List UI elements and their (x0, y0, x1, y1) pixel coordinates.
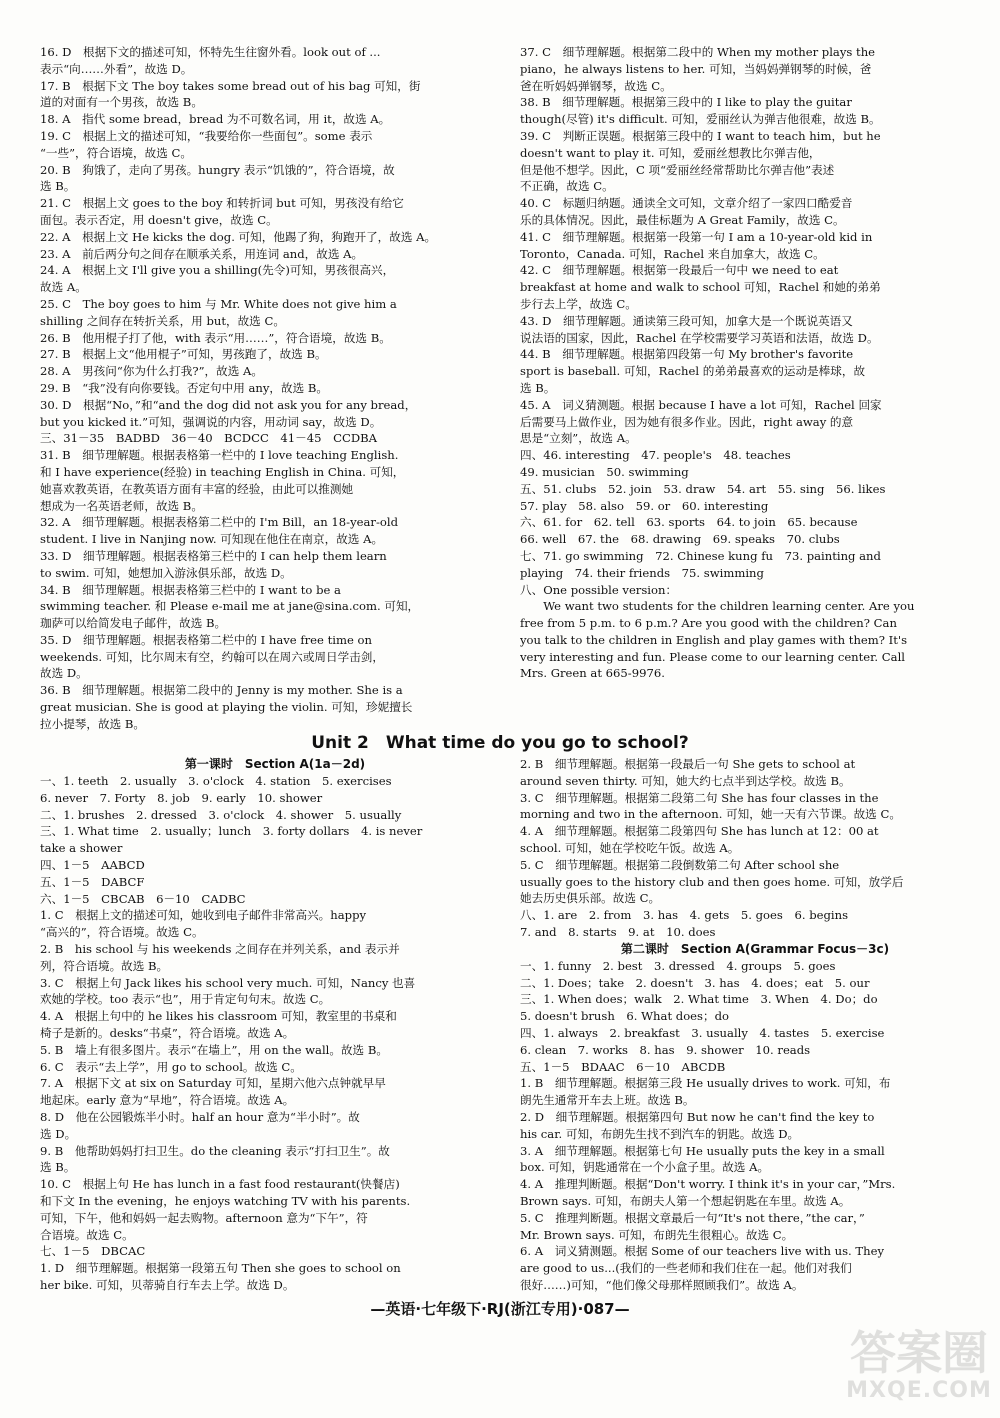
answer-line: 她喜欢教英语，在教英语方面有丰富的经验，由此可以推测她 (40, 481, 354, 496)
answer-line: 7. A 根据下文 at six on Saturday 可知，星期六他六点钟就早早 (40, 1076, 386, 1091)
answer-line: 17. B 根据下文 The boy takes some bread out of his bag 可知，街 (40, 78, 421, 93)
answer-line: 一、1. teeth 2. usually 3. o'clock 4. station 5. exercises (40, 774, 392, 788)
answer-line: 道的对面有一个男孩，故选 B。 (40, 95, 203, 110)
answer-line: free from 5 p.m. to 6 p.m.? Are you good with the children? Can (520, 616, 897, 631)
answer-line: 1. C 根据上文的描述可知，她收到电子邮件非常高兴。happy (40, 908, 367, 923)
answer-line: though(尽管) it's difficult. 可知，爱丽丝认为弹吉他很难，故选 B。 (520, 112, 881, 127)
answer-line: student. I live in Nanjing now. 可知现在他住在南京，故选 A。 (40, 532, 384, 547)
answer-line: 66. well 67. the 68. drawing 69. speaks 70. clubs (520, 532, 840, 547)
lower-right-column (520, 756, 990, 1294)
answer-line: 乐的具体情况。因此，最佳标题为 A Great Family，故选 C。 (520, 212, 845, 227)
answer-line: 三、1. When does；walk 2. What time 3. When 4. Do；do (520, 992, 878, 1007)
answer-line: school. 可知，她在学校吃午饭。故选 A。 (520, 840, 740, 855)
answer-line: breakfast at home and walk to school 可知，Rachel 和她的弟弟 (520, 280, 881, 295)
answer-line: 2. B his school 与 his weekends 之间存在并列关系，and 表示并 (40, 941, 400, 956)
answer-line: 49. musician 50. swimming (520, 464, 689, 479)
answer-line: 3. C 细节理解题。根据第二段第二句 She has four classes in the (520, 790, 879, 805)
answer-line: 八、One possible version： (520, 582, 678, 597)
answer-line: 45. A 词义猜测题。根据 because I have a lot 可知，Rachel 回家 (520, 397, 882, 412)
answer-line: 41. C 细节理解题。根据第一段第一句 I am a 10-year-old kid in (520, 229, 873, 244)
answer-line: 18. A 指代 some bread，bread 为不可数名词，用 it，故选 A。 (40, 112, 391, 127)
upper-left-column (40, 44, 510, 733)
answer-line: 三、31－35 BADBD 36－40 BCDCC 41－45 CCDBA (40, 431, 378, 446)
answer-line: 和下文 In the evening，he enjoys watching TV with his parents. (40, 1193, 411, 1208)
answer-line: to swim. 可知，她想加入游泳俱乐部，故选 D。 (40, 565, 292, 580)
answer-line: 39. C 判断正误题。根据第三段中的 I want to teach him，but he (520, 128, 881, 143)
answer-line: 八、1. are 2. from 3. has 4. gets 5. goes 6. begins (520, 908, 849, 923)
answer-line: 1. B 细节理解题。根据第三段 He usually drives to work. 可知，布 (520, 1076, 891, 1091)
answer-line: 27. B 根据上文“他用棍子”可知，男孩跑了，故选 B。 (40, 347, 327, 362)
watermark-logo (844, 1328, 994, 1412)
answer-line: 故选 A。 (40, 280, 87, 295)
answer-line: 珈萨可以给简发电子邮件，故选 B。 (40, 616, 227, 631)
answer-line: are good to us...(我们的一些老师和我们住在一起。他们对我们 (520, 1261, 852, 1276)
answer-line: shilling 之间存在转折关系，用 but，故选 C。 (40, 313, 285, 328)
answer-line: 表示“向……外看”，故选 D。 (40, 61, 193, 76)
answer-line: 5. doesn't brush 6. What does；do (520, 1009, 729, 1024)
answer-line: 爸在听妈妈弹钢琴，故选 C。 (520, 78, 672, 93)
answer-line: 四、1－5 AABCD (40, 857, 145, 872)
answer-line: 选 B。 (40, 1160, 76, 1175)
answer-line: 六、61. for 62. tell 63. sports 64. to join 65. because (520, 515, 858, 530)
answer-line: 不正确，故选 C。 (520, 179, 614, 194)
section-title-lesson-2: 第二课时 Section A(Grammar Focus－3c) (620, 941, 890, 956)
answer-line: 9. B 他帮助妈妈打扫卫生。do the cleaning 表示“打扫卫生”。故 (40, 1143, 390, 1158)
answer-line: 四、1. always 2. breakfast 3. usually 4. tastes 5. exercise (520, 1025, 885, 1040)
answer-line: Mr. Brown says. 可知，布朗先生很粗心。故选 C。 (520, 1227, 794, 1242)
answer-line: “高兴的”，符合语境。故选 C。 (40, 925, 204, 940)
answer-line: 25. C The boy goes to him 与 Mr. White does not give him a (40, 296, 397, 311)
answer-line: 说法语的国家，因此，Rachel 在学校需要学习英语和法语，故选 D。 (520, 330, 879, 345)
answer-line: 拉小提琴，故选 B。 (40, 716, 145, 731)
page-footer: —英语·七年级下·RJ(浙江专用)·087— (370, 1300, 630, 1318)
answer-line: but you kicked it.”可知，强调说的内容，用动词 say，故选 D。 (40, 414, 382, 429)
answer-line: weekends. 可知，比尔周末有空，约翰可以在周六或周日学击剑， (40, 649, 384, 664)
answer-line: 19. C 根据上文的描述可知，“我要给你一些面包”。some 表示 (40, 128, 373, 143)
answer-line: 列，符合语境。故选 B。 (40, 958, 169, 973)
answer-line: 4. A 推理判断题。根据“Don't worry. I think it's in your car，”Mrs. (520, 1177, 896, 1192)
answer-line: 4. A 细节理解题。根据第二段第四句 She has lunch at 12：00 at (520, 824, 879, 839)
answer-line: 很好……)可知，“他们像父母那样照顾我们”。故选 A。 (520, 1277, 804, 1292)
answer-line: 2. D 细节理解题。根据第四句 But now he can't find the key to (520, 1109, 875, 1124)
answer-line: 七、71. go swimming 72. Chinese kung fu 73. painting and (520, 548, 881, 563)
answer-line: 三、1. What time 2. usually；lunch 3. forty dollars 4. is never (40, 824, 423, 839)
upper-right-column (520, 44, 990, 682)
answer-line: 28. A 男孩问“你为什么打我?”，故选 A。 (40, 364, 263, 379)
answer-line: “一些”，符合语境，故选 C。 (40, 145, 192, 160)
answer-line: 七、1－5 DBCAC (40, 1244, 146, 1259)
answer-line: 33. D 细节理解题。根据表格第三栏中的 I can help them learn (40, 548, 387, 563)
answer-line: 朗先生通常开车去上班。故选 B。 (520, 1093, 695, 1108)
answer-line: 地起床。early 意为“早地”，符合语境。故选 A。 (40, 1093, 295, 1108)
answer-line: 二、1. Does；take 2. doesn't 3. has 4. does；eat 5. our (520, 975, 870, 990)
answer-line: sport is baseball. 可知，Rachel 的弟弟最喜欢的运动是棒球，故 (520, 364, 866, 379)
answer-line: 57. play 58. also 59. or 60. interesting (520, 498, 769, 513)
answer-line: 4. A 根据上句中的 he likes his classroom 可知，教室里的书桌和 (40, 1009, 397, 1024)
answer-line: you talk to the children in English and play games with them? It's (520, 632, 908, 647)
answer-line: 步行去上学，故选 C。 (520, 296, 637, 311)
answer-line: 5. C 细节理解题。根据第二段倒数第二句 After school she (520, 857, 840, 872)
answer-line: 欢她的学校。too 表示“也”，用于肯定句句末。故选 C。 (40, 992, 331, 1007)
answer-line: 42. C 细节理解题。根据第一段最后一句中 we need to eat (520, 263, 839, 278)
answer-line: 24. A 根据上文 I'll give you a shilling(先令)可知，男孩很高兴， (40, 263, 395, 278)
answer-line: great musician. She is good at playing the violin. 可知，珍妮擅长 (40, 700, 413, 715)
answer-line: very interesting and fun. Please come to our learning center. Call (520, 649, 905, 664)
answer-line: 40. C 标题归纳题。通读全文可知，文章介绍了一家四口酷爱音 (520, 196, 853, 211)
answer-line: 后需要马上做作业，因为她有很多作业。因此，right away 的意 (520, 414, 854, 429)
answer-line: We want two students for the children learning center. Are you (520, 599, 915, 614)
answer-line: 23. A 前后两分句之间存在顺承关系，用连词 and，故选 A。 (40, 246, 364, 261)
answer-line: her bike. 可知，贝蒂骑自行车去上学。故选 D。 (40, 1277, 295, 1292)
answer-line: 26. B 他用棍子打了他，with 表示“用……”，符合语境，故选 B。 (40, 330, 391, 345)
answer-line: usually goes to the history club and then goes home. 可知，放学后 (520, 874, 904, 889)
answer-line: playing 74. their friends 75. swimming (520, 565, 764, 580)
answer-line: 10. C 根据上句 He has lunch in a fast food restaurant(快餐店) (40, 1177, 400, 1192)
answer-line: 选 D。 (40, 1126, 77, 1141)
lower-left-column (40, 756, 510, 1294)
watermark-text: 答案圈 (850, 1326, 988, 1380)
answer-line: 故选 D。 (40, 666, 88, 681)
answer-line: 6. C 表示“去上学”，用 go to school。故选 C。 (40, 1059, 302, 1074)
answer-line: 43. D 细节理解题。通读第三段可知，加拿大是一个既说英语又 (520, 313, 853, 328)
answer-line: 6. clean 7. works 8. has 9. shower 10. reads (520, 1042, 811, 1057)
answer-line: 21. C 根据上文 goes to the boy 和转折词 but 可知，男孩没有给它 (40, 196, 404, 211)
answer-line: 一、1. funny 2. best 3. dressed 4. groups 5. goes (520, 958, 836, 973)
answer-line: 5. C 推理判断题。根据文章最后一句“It's not there，”the car，” (520, 1210, 865, 1225)
answer-line: 32. A 细节理解题。根据表格第二栏中的 I'm Bill，an 18-year-old (40, 515, 398, 530)
answer-line: 3. C 根据上句 Jack likes his school very much. 可知，Nancy 也喜 (40, 975, 416, 990)
answer-line: 想成为一名英语老师，故选 B。 (40, 498, 203, 513)
answer-line: swimming teacher. 和 Please e-mail me at jane@sina.com. 可知， (40, 599, 420, 614)
answer-line: 37. C 细节理解题。根据第二段中的 When my mother plays the (520, 45, 876, 59)
answer-line: 29. B “我”没有向你要钱。否定句中用 any，故选 B。 (40, 380, 329, 395)
answer-line: 可知，下午，他和妈妈一起去购物。afternoon 意为“下午”，符 (40, 1210, 368, 1225)
answer-line: 合语境。故选 C。 (40, 1227, 134, 1242)
answer-line: 16. D 根据下文的描述可知，怀特先生往窗外看。look out of ... (40, 45, 381, 59)
answer-line: 38. B 细节理解题。根据第三段中的 I like to play the guitar (520, 95, 852, 110)
answer-line: 36. B 细节理解题。根据第二段中的 Jenny is my mother. She is a (40, 683, 403, 698)
watermark-url: MXQE.COM (846, 1378, 992, 1403)
answer-line: 34. B 细节理解题。根据表格第三栏中的 I want to be a (40, 582, 341, 597)
answer-line: Mrs. Green at 665-9976. (520, 666, 665, 681)
answer-line: around seven thirty. 可知，她大约七点半到达学校。故选 B。 (520, 773, 851, 788)
section-title-lesson-1: 第一课时 Section A(1a－2d) (184, 757, 366, 771)
answer-line: 六、1－5 CBCAB 6－10 CADBC (40, 891, 246, 906)
answer-line: 44. B 细节理解题。根据第四段第一句 My brother's favorite (520, 347, 854, 362)
answer-line: 6. A 词义猜测题。根据 Some of our teachers live with us. They (520, 1244, 885, 1259)
answer-line: 面包。表示否定，用 doesn't give，故选 C。 (40, 212, 278, 227)
answer-line: box. 可知，钥匙通常在一个小盒子里。故选 A。 (520, 1160, 770, 1175)
answer-line: Toronto，Canada. 可知，Rachel 来自加拿大，故选 C。 (520, 246, 825, 261)
answer-line: 3. A 细节理解题。根据第七句 He usually puts the key in a small (520, 1143, 885, 1158)
answer-line: 二、1. brushes 2. dressed 3. o'clock 4. shower 5. usually (40, 807, 402, 822)
answer-line: 五、1－5 DABCF (40, 874, 145, 889)
answer-line: 五、1－5 BDAAC 6－10 ABCDB (520, 1059, 726, 1074)
answer-line: 选 B。 (40, 179, 76, 194)
answer-line: piano，he always listens to her. 可知，当妈妈弹钢琴的时候，爸 (520, 61, 872, 76)
answer-line: 31. B 细节理解题。根据表格第一栏中的 I love teaching English. (40, 448, 399, 463)
answer-line: take a shower (40, 841, 123, 856)
answer-line: morning and two in the afternoon. 可知，她一天有六节课。故选 C。 (520, 807, 901, 822)
answer-line: 她去历史俱乐部。故选 C。 (520, 891, 661, 906)
answer-line: 35. D 细节理解题。根据表格第二栏中的 I have free time on (40, 632, 372, 647)
answer-line: 6. never 7. Forty 8. job 9. early 10. shower (40, 790, 323, 805)
answer-line: 选 B。 (520, 380, 556, 395)
answer-line: 椅子是新的。desks“书桌”，符合语境。故选 A。 (40, 1025, 295, 1040)
answer-line: doesn't want to play it. 可知，爱丽丝想教比尔弹吉他， (520, 145, 821, 160)
answer-line: 30. D 根据“No，”和“and the dog did not ask you for any bread， (40, 397, 417, 412)
answer-line: 1. D 细节理解题。根据第一段第五句 Then she goes to school on (40, 1261, 401, 1276)
answer-line: 思是“立刻”，故选 A。 (520, 431, 637, 446)
answer-line: 四、46. interesting 47. people's 48. teaches (520, 448, 791, 463)
answer-line: 20. B 狗饿了，走向了男孩。hungry 表示“饥饿的”，符合语境，故 (40, 162, 395, 177)
unit-title: Unit 2 What time do you go to school? (311, 733, 689, 753)
answer-line: his car. 可知，布朗先生找不到汽车的钥匙。故选 D。 (520, 1126, 800, 1141)
answer-line: 22. A 根据上文 He kicks the dog. 可知，他踢了狗，狗跑开了，故选 A。 (40, 229, 437, 244)
answer-line: 五、51. clubs 52. join 53. draw 54. art 55. sing 56. likes (520, 481, 886, 496)
answer-line: 7. and 8. starts 9. at 10. does (520, 924, 716, 939)
answer-line: Brown says. 可知，布朗夫人第一个想起钥匙在车里。故选 A。 (520, 1193, 851, 1208)
answer-line: 和 I have experience(经验) in teaching English in China. 可知， (40, 464, 405, 479)
answer-line: 8. D 他在公园锻炼半小时。half an hour 意为“半小时”。故 (40, 1109, 360, 1124)
answer-line: 2. B 细节理解题。根据第一段最后一句 She gets to school at (520, 757, 856, 771)
answer-line: 5. B 墙上有很多图片。表示“在墙上”，用 on the wall。故选 B。 (40, 1042, 388, 1057)
answer-line: 但是他不想学。因此，C 项“爱丽丝经常帮助比尔弹吉他”表述 (520, 162, 835, 177)
